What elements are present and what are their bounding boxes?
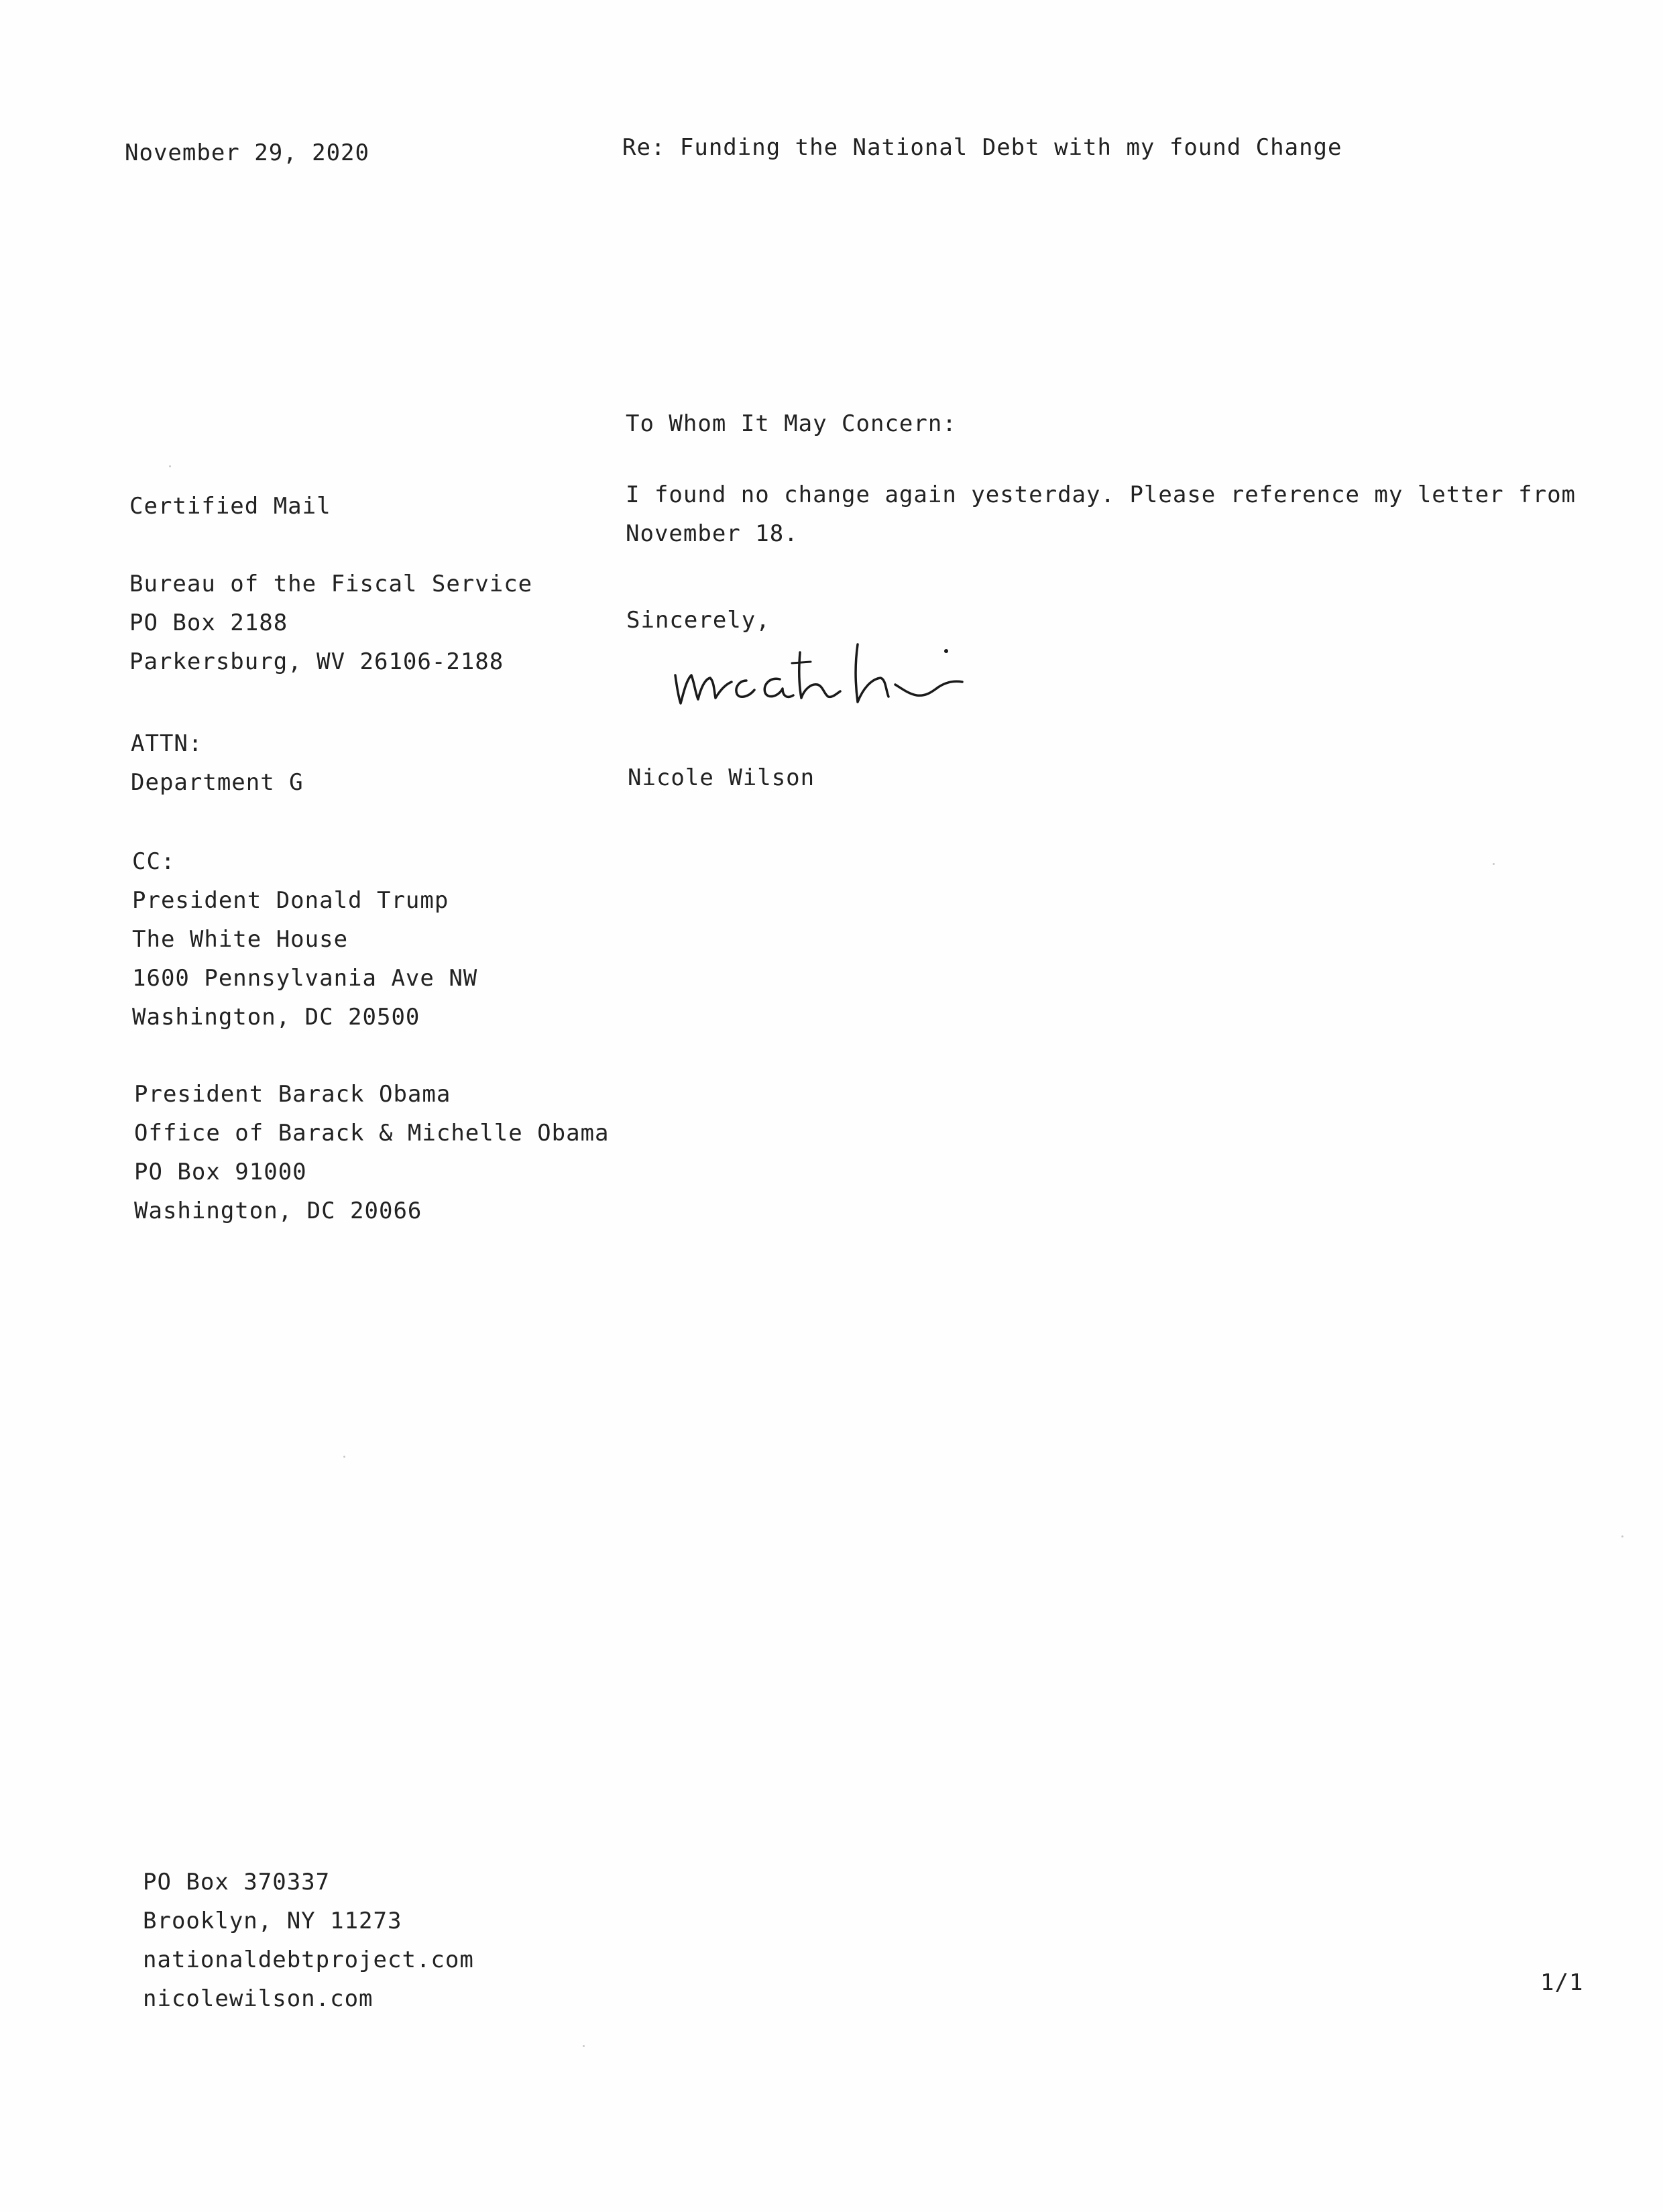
scan-speck	[1493, 863, 1495, 865]
cc-line: PO Box 91000	[134, 1159, 307, 1185]
cc-line: The White House	[132, 926, 349, 953]
address-line: Parkersburg, WV 26106-2188	[129, 648, 504, 675]
sender-line: PO Box 370337	[143, 1869, 331, 1896]
cc-line: Office of Barack & Michelle Obama	[134, 1120, 610, 1147]
cc-line: Washington, DC 20500	[132, 1004, 420, 1031]
cc-line: Washington, DC 20066	[134, 1198, 422, 1224]
recipient-address	[129, 565, 532, 681]
paragraph-line: I found no change again yesterday. Please reference my letter from	[626, 481, 1576, 508]
cc-block-1	[132, 842, 477, 1037]
scan-speck	[343, 1456, 345, 1458]
cc-line: President Donald Trump	[132, 887, 449, 914]
attention-block	[131, 724, 304, 802]
scan-speck	[583, 2045, 585, 2047]
body-paragraph	[626, 475, 1576, 553]
handwritten-signature	[667, 640, 1016, 727]
mail-type: Certified Mail	[129, 493, 331, 520]
cc-line: 1600 Pennsylvania Ave NW	[132, 965, 478, 992]
sender-address	[143, 1863, 474, 2018]
paragraph-line: November 18.	[626, 520, 799, 547]
signer-name: Nicole Wilson	[628, 764, 815, 791]
address-line: Bureau of the Fiscal Service	[129, 571, 533, 597]
scan-speck	[1621, 1535, 1623, 1537]
cc-block-2	[134, 1075, 610, 1230]
address-line: PO Box 2188	[129, 609, 288, 636]
closing: Sincerely,	[626, 607, 770, 634]
scan-speck	[169, 465, 171, 467]
sender-line: nationaldebtproject.com	[143, 1946, 474, 1973]
cc-line: President Barack Obama	[134, 1081, 451, 1108]
sender-line: Brooklyn, NY 11273	[143, 1908, 402, 1934]
letter-date: November 29, 2020	[125, 139, 369, 166]
attn-department: Department G	[131, 769, 304, 796]
subject-line: Re: Funding the National Debt with my found Change	[622, 134, 1342, 161]
salutation: To Whom It May Concern:	[626, 410, 957, 437]
attn-label: ATTN:	[131, 730, 203, 757]
sender-line: nicolewilson.com	[143, 1985, 374, 2012]
cc-label: CC:	[132, 848, 176, 875]
page-number: 1/1	[1540, 1969, 1584, 1996]
